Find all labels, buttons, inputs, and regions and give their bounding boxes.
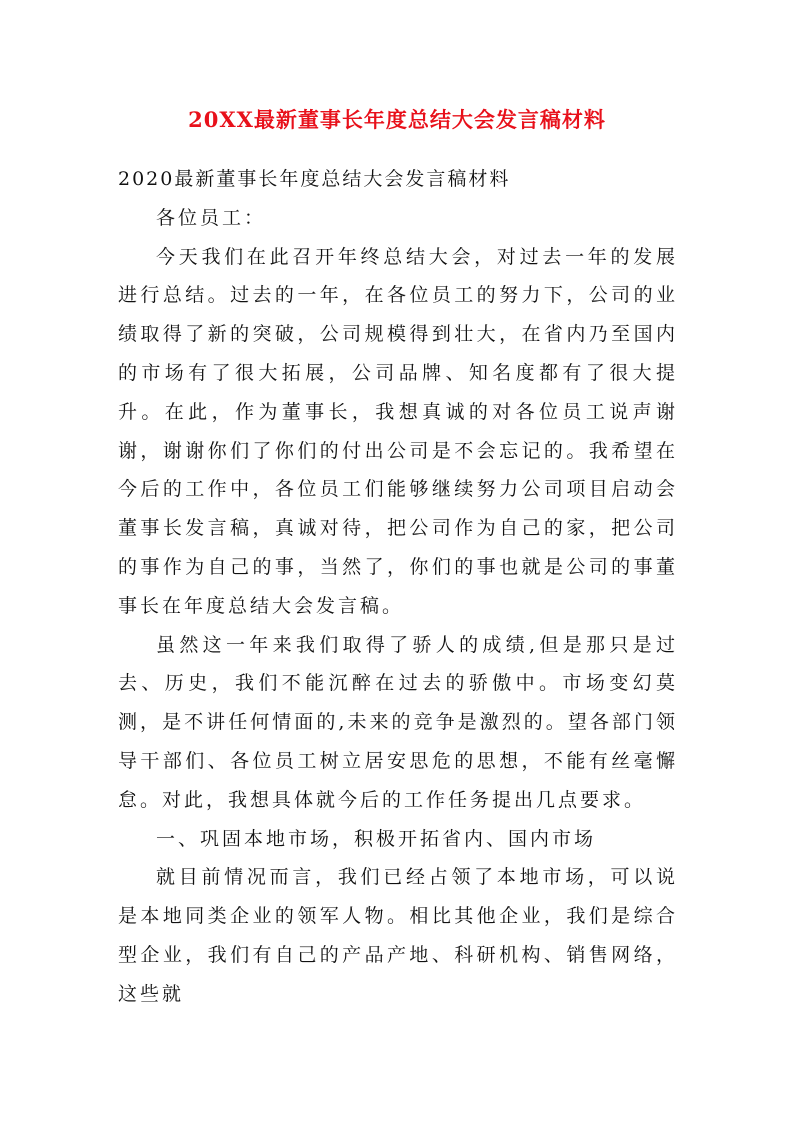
paragraph-2: 虽然这一年来我们取得了骄人的成绩,但是那只是过去、历史，我们不能沉醉在过去的骄傲中。市场变幻莫测，是不讲任何情面的,未来的竞争是激烈的。望各部门领导干部们、各位员工树立居安思危的思想，不能有丝毫懈怠。对此，我想具体就今后的工作任务提出几点要求。 <box>118 633 678 811</box>
section-heading-1: 一、巩固本地市场，积极开拓省内、国内市场 <box>156 827 597 850</box>
paragraph-3: 就目前情况而言，我们已经占领了本地市场，可以说是本地同类企业的领军人物。相比其他企业，我们是综合型企业，我们有自己的产品产地、科研机构、销售网络，这些就 <box>118 866 678 1005</box>
document-title: 20XX最新董事长年度总结大会发言稿材料 <box>188 107 606 132</box>
document-subtitle: 2020最新董事长年度总结大会发言稿材料 <box>118 168 511 190</box>
salutation: 各位员工： <box>156 206 267 229</box>
paragraph-1: 今天我们在此召开年终总结大会，对过去一年的发展进行总结。过去的一年，在各位员工的努力下，公司的业绩取得了新的突破，公司规模得到壮大，在省内乃至国内的市场有了很大拓展，公司品牌、知名度都有了很大提升。在此，作为董事长，我想真诚的对各位员工说声谢谢，谢谢你们了你们的付出公司是不会忘记的。我希望在今后的工作中，各位员工们能够继续努力公司项目启动会董事长发言稿，真诚对待，把公司作为自己的家，把公司的事作为自己的事，当然了，你们的事也就是公司的事董事长在年度总结大会发言稿。 <box>118 245 678 617</box>
document-body <box>118 160 678 1014</box>
